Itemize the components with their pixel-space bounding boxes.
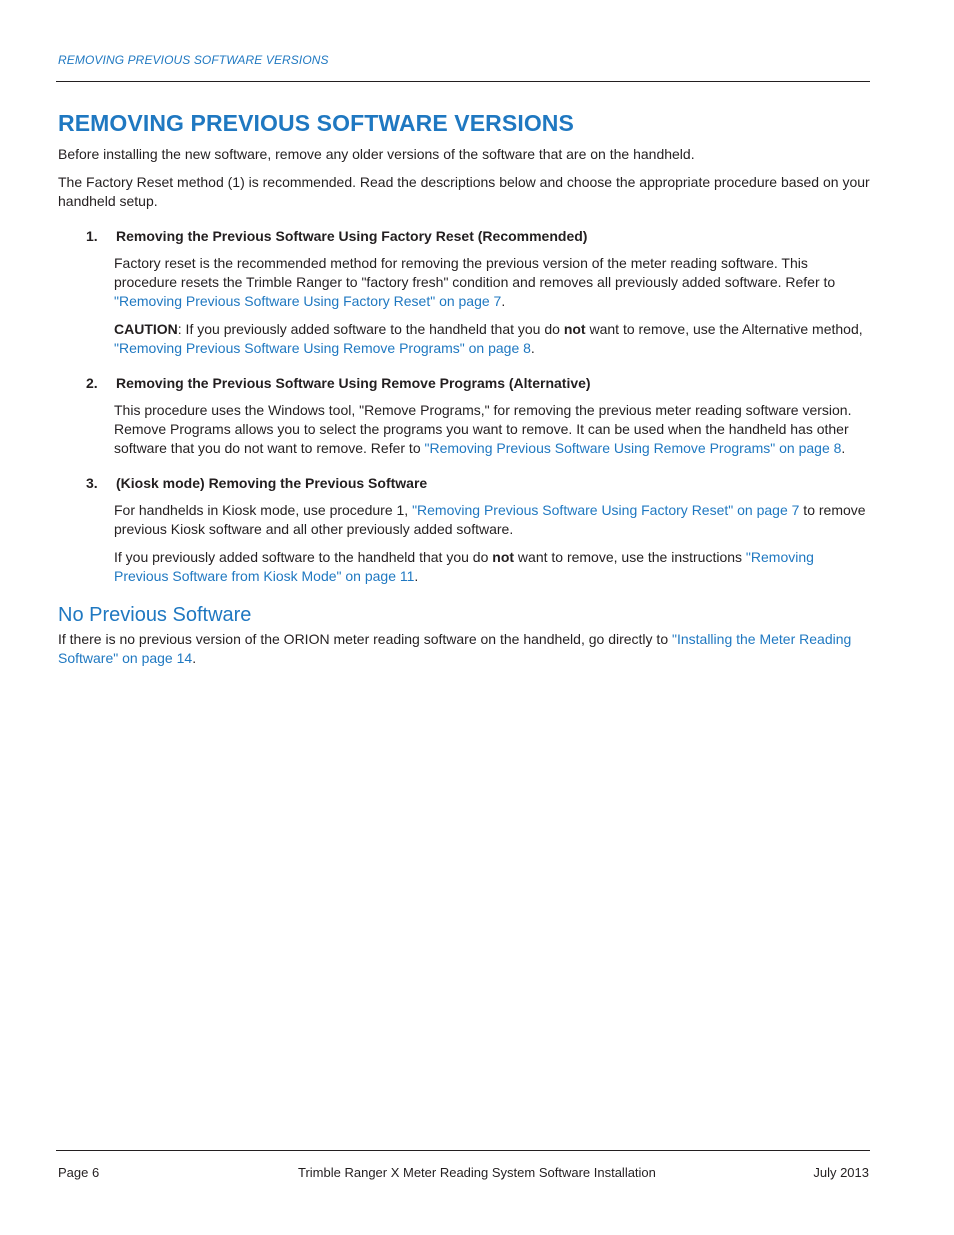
step-2-p1-text: This procedure uses the Windows tool, "Remove Programs," for removing the previous meter reading software version. Remove Programs allows you to select the programs you want to remove. It can be used when the handheld has other software that you do not want to remove. Refer to: [114, 402, 852, 456]
page-title: REMOVING PREVIOUS SOFTWARE VERSIONS: [58, 110, 574, 136]
factory-reset-link-2[interactable]: "Removing Previous Software Using Factory Reset" on page 7: [412, 502, 800, 518]
subsection-title: No Previous Software: [58, 604, 252, 626]
subsection-text: If there is no previous version of the ORION meter reading software on the handheld, go directly to: [58, 631, 672, 647]
step-3-p2-bold: not: [492, 549, 515, 565]
step-1-paragraph-1: [114, 254, 870, 311]
step-1-paragraph-2: [114, 320, 870, 358]
footer-date: July 2013: [813, 1165, 869, 1180]
caution-label: CAUTION: [114, 321, 178, 337]
running-header: REMOVING PREVIOUS SOFTWARE VERSIONS: [58, 53, 329, 67]
step-1-title: Removing the Previous Software Using Factory Reset (Recommended): [116, 228, 588, 244]
step-1-p2-text-2: want to remove, use the Alternative method,: [585, 321, 863, 337]
step-3-heading: [86, 474, 870, 493]
factory-reset-link[interactable]: "Removing Previous Software Using Factory Reset" on page 7: [114, 293, 502, 309]
step-2-title: Removing the Previous Software Using Remove Programs (Alternative): [116, 375, 591, 391]
step-3-p1-text: For handhelds in Kiosk mode, use procedure 1,: [114, 502, 413, 518]
intro-paragraph-2: The Factory Reset method (1) is recommended. Read the descriptions below and choose the appropriate procedure based on your handheld setup.: [58, 174, 870, 209]
step-3-paragraph-1: [114, 501, 870, 539]
header-rule: [56, 81, 870, 82]
main-content: [58, 108, 870, 668]
step-1-number: 1.: [86, 228, 98, 244]
step-2-number: 2.: [86, 375, 98, 391]
step-3-p1-end: to remove previous Kiosk software and all other previously added software.: [114, 502, 866, 537]
intro-paragraph-1: Before installing the new software, remove any older versions of the software that are on the handheld.: [58, 146, 695, 162]
step-1-p1-end: .: [501, 293, 506, 309]
footer-doc-title: Trimble Ranger X Meter Reading System Software Installation: [298, 1165, 656, 1180]
installing-software-link[interactable]: "Installing the Meter Reading Software" on page 14: [58, 631, 852, 666]
remove-programs-link-1[interactable]: "Removing Previous Software Using Remove Programs" on page 8: [114, 340, 531, 356]
step-1-p2-end: .: [530, 340, 535, 356]
step-1-heading: [86, 227, 870, 246]
step-3-paragraph-2: [114, 548, 870, 586]
step-3-p2-end: .: [414, 568, 419, 584]
remove-programs-link-2[interactable]: "Removing Previous Software Using Remove Programs" on page 8: [424, 440, 842, 456]
footer-page-number: Page 6: [58, 1165, 100, 1180]
step-1-p2-bold: not: [563, 321, 586, 337]
step-3-title: (Kiosk mode) Removing the Previous Software: [116, 475, 428, 491]
step-1-p2-text-1: : If you previously added software to the handheld that you do: [177, 321, 564, 337]
subsection-end: .: [192, 650, 197, 666]
step-3-p2-text-2: want to remove, use the instructions: [514, 549, 746, 565]
step-2-paragraph-1: [114, 401, 870, 458]
step-2-p1-end: .: [841, 440, 846, 456]
step-2-heading: [86, 374, 870, 393]
footer-rule: [56, 1150, 870, 1151]
step-1-p1-text: Factory reset is the recommended method for removing the previous version of the meter reading software. This procedure resets the Trimble Ranger to "factory fresh" condition and removes all previously added software. Refer to: [114, 255, 836, 290]
step-3-p2-text-1: If you previously added software to the handheld that you do: [114, 549, 493, 565]
subsection-paragraph: [58, 630, 870, 668]
step-3-number: 3.: [86, 475, 98, 491]
kiosk-mode-link[interactable]: "Removing Previous Software from Kiosk Mode" on page 11: [114, 549, 814, 584]
